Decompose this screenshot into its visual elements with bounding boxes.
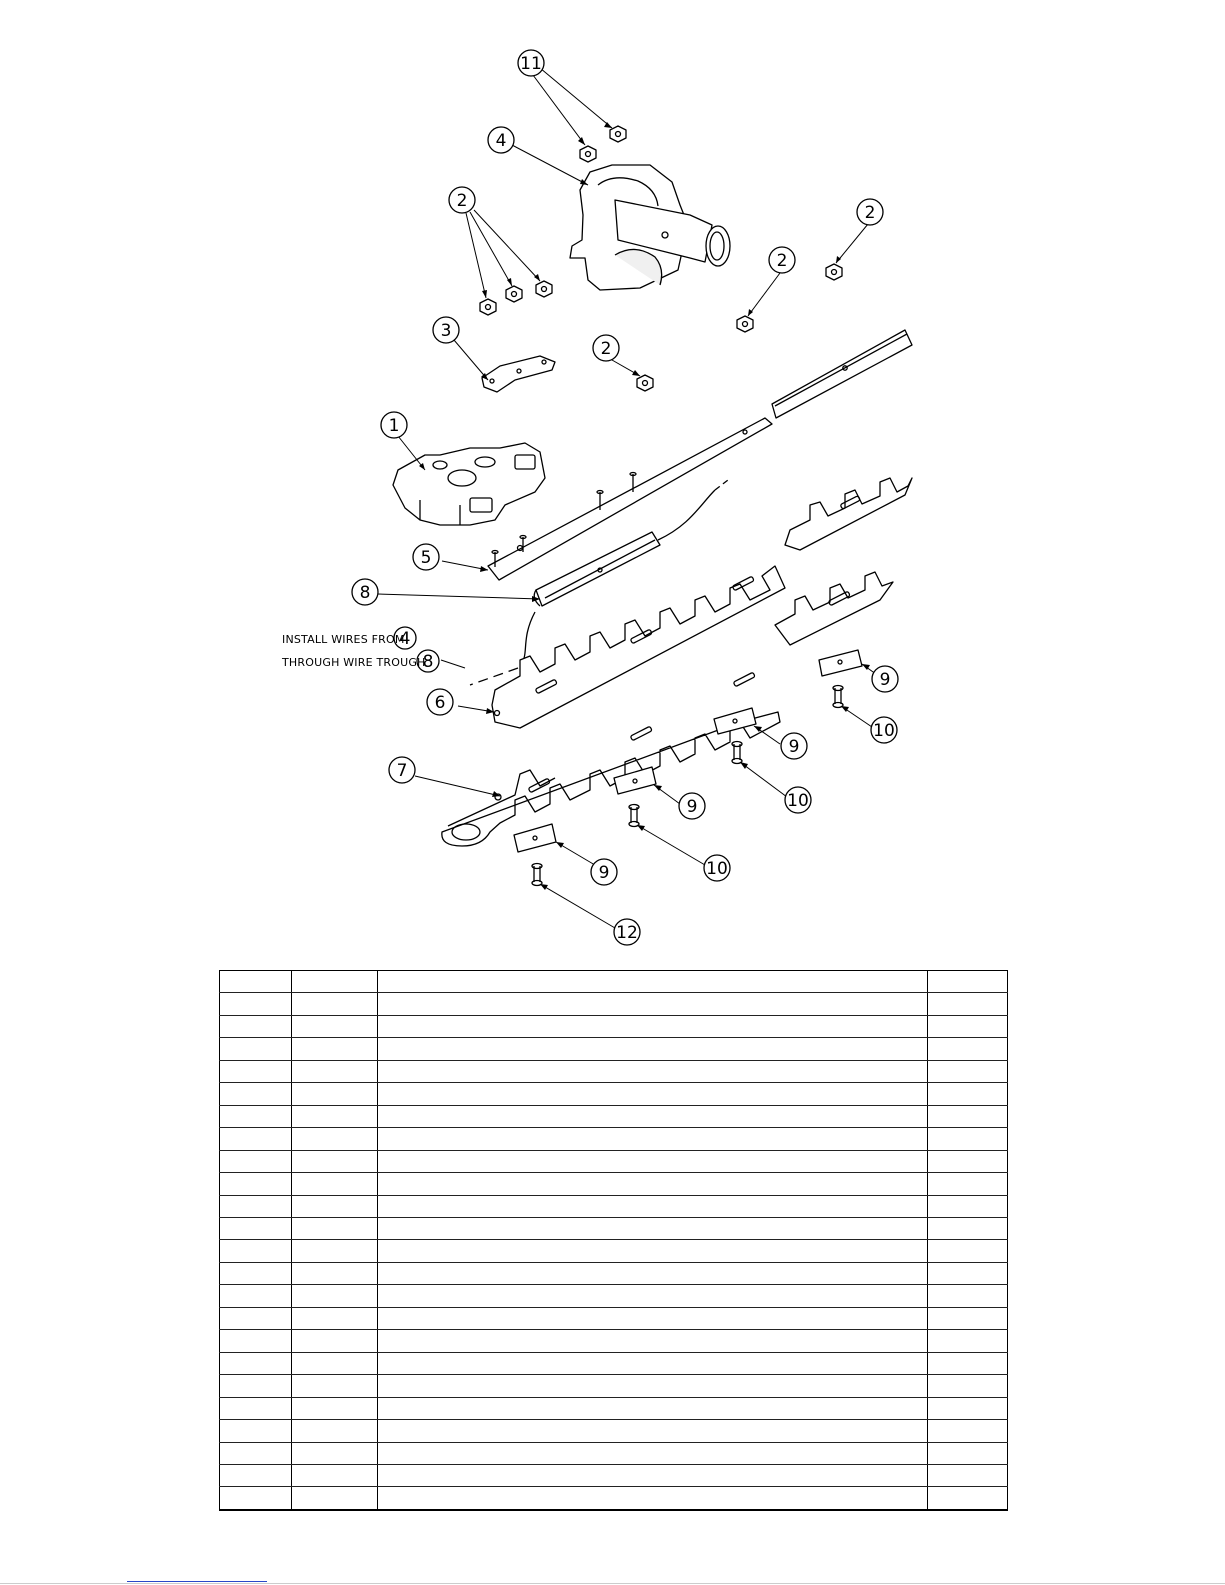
parts-table-cell (220, 1038, 292, 1060)
handle-part (570, 165, 730, 290)
parts-table-cell (378, 1262, 928, 1284)
parts-table-cell (928, 1442, 1008, 1464)
callout-2-label: 2 (864, 203, 876, 223)
parts-table-cell (378, 1240, 928, 1262)
parts-table-cell (292, 1128, 378, 1150)
parts-table-cell (378, 1105, 928, 1127)
parts-table-cell (220, 1330, 292, 1352)
install-note-line1: INSTALL WIRES FROM (282, 633, 405, 646)
parts-table-cell (292, 1330, 378, 1352)
parts-list-table (219, 970, 1008, 1511)
parts-table-cell (378, 1195, 928, 1217)
parts-table-cell (378, 1397, 928, 1419)
nut-part (506, 286, 522, 302)
parts-table-row (220, 1397, 1008, 1419)
parts-table-cell (220, 1060, 292, 1082)
note-ref-8-label: 8 (422, 652, 434, 672)
parts-table-row (220, 1487, 1008, 1510)
gearbox-part (393, 443, 545, 525)
nut-part (737, 316, 753, 332)
parts-table-cell (378, 1128, 928, 1150)
nut-part (580, 146, 596, 162)
nut-part (480, 299, 496, 315)
parts-table-cell (292, 1285, 378, 1307)
parts-table-cell (220, 1464, 292, 1486)
parts-table-cell (292, 1487, 378, 1510)
parts-table-cell (292, 1352, 378, 1374)
parts-table-cell (292, 1307, 378, 1329)
parts-table-cell (378, 1307, 928, 1329)
parts-table-row (220, 971, 1008, 993)
callout-4-label: 4 (495, 131, 507, 151)
lower-blade-part (442, 672, 780, 846)
parts-table-cell (292, 1105, 378, 1127)
callout-10-label: 10 (706, 859, 728, 879)
parts-table-row (220, 1330, 1008, 1352)
bracket-part (482, 356, 555, 392)
parts-table-row (220, 1083, 1008, 1105)
parts-table-row (220, 993, 1008, 1015)
parts-table-cell (292, 1397, 378, 1419)
parts-table-cell (292, 1375, 378, 1397)
nut-part (637, 375, 653, 391)
parts-table-cell (928, 1128, 1008, 1150)
parts-table-row (220, 1015, 1008, 1037)
parts-table-row (220, 1420, 1008, 1442)
nut-part (610, 126, 626, 142)
parts-table-cell (928, 1083, 1008, 1105)
parts-table-row (220, 1128, 1008, 1150)
callout-12-label: 12 (616, 923, 638, 943)
parts-table-cell (928, 1150, 1008, 1172)
callout-6-label: 6 (434, 693, 446, 713)
parts-table-cell (928, 1015, 1008, 1037)
parts-table-cell (292, 1217, 378, 1239)
parts-table-cell (292, 1083, 378, 1105)
callout-9-label: 9 (598, 863, 610, 883)
parts-table-cell (292, 1038, 378, 1060)
parts-table-cell (292, 971, 378, 993)
parts-table-cell (928, 971, 1008, 993)
parts-table-cell (378, 1083, 928, 1105)
parts-table-row (220, 1150, 1008, 1172)
parts-table-cell (928, 1173, 1008, 1195)
callout-1-label: 1 (388, 416, 400, 436)
parts-table-row (220, 1105, 1008, 1127)
lower-blade-right-part (775, 572, 893, 645)
parts-table-cell (220, 1173, 292, 1195)
parts-table-row (220, 1173, 1008, 1195)
footer-link-underline[interactable] (127, 1581, 267, 1582)
callout-9-label: 9 (788, 737, 800, 757)
parts-table-cell (220, 993, 292, 1015)
callout-11-label: 11 (520, 54, 542, 74)
parts-table-cell (220, 1285, 292, 1307)
parts-table-cell (378, 1015, 928, 1037)
note-ref-4-label: 4 (399, 629, 411, 649)
page-bottom-rule (0, 1583, 1225, 1584)
parts-table-cell (292, 1195, 378, 1217)
callout-3-label: 3 (440, 321, 452, 341)
callout-10-label: 10 (873, 721, 895, 741)
parts-table-cell (292, 1464, 378, 1486)
parts-table-cell (928, 1487, 1008, 1510)
parts-table-cell (378, 1442, 928, 1464)
parts-table-cell (378, 1352, 928, 1374)
parts-table-cell (928, 1375, 1008, 1397)
parts-table-cell (378, 1464, 928, 1486)
parts-table-cell (928, 1464, 1008, 1486)
callout-2-label: 2 (776, 251, 788, 271)
parts-table-cell (220, 1083, 292, 1105)
parts-table-cell (292, 1173, 378, 1195)
parts-table-row (220, 1285, 1008, 1307)
parts-table-cell (220, 1217, 292, 1239)
parts-table-cell (378, 1285, 928, 1307)
parts-table-cell (378, 1330, 928, 1352)
parts-table-cell (928, 1420, 1008, 1442)
parts-table-cell (220, 1195, 292, 1217)
callout-7-label: 7 (396, 761, 408, 781)
parts-table-cell (220, 1150, 292, 1172)
callout-5-label: 5 (420, 548, 432, 568)
parts-table-cell (928, 1240, 1008, 1262)
parts-table-cell (220, 1397, 292, 1419)
parts-table-cell (292, 1240, 378, 1262)
parts-table-cell (378, 1150, 928, 1172)
parts-table-cell (928, 1060, 1008, 1082)
nut-part (536, 281, 552, 297)
parts-table-row (220, 1352, 1008, 1374)
parts-table-cell (378, 1038, 928, 1060)
parts-table-row (220, 1307, 1008, 1329)
parts-table-cell (928, 1307, 1008, 1329)
parts-table-cell (220, 1442, 292, 1464)
parts-table-cell (378, 1173, 928, 1195)
parts-table-cell (378, 1217, 928, 1239)
parts-table-cell (928, 1352, 1008, 1374)
parts-table-cell (220, 1420, 292, 1442)
parts-table-cell (220, 1262, 292, 1284)
parts-table-cell (928, 1217, 1008, 1239)
parts-table-cell (292, 1150, 378, 1172)
parts-table-cell (220, 1015, 292, 1037)
parts-table-row (220, 1442, 1008, 1464)
parts-table-cell (378, 1487, 928, 1510)
install-note-line2: THROUGH WIRE TROUGH (282, 656, 426, 669)
parts-table-cell (220, 971, 292, 993)
parts-table-cell (220, 1128, 292, 1150)
parts-table-cell (220, 1487, 292, 1510)
parts-table-row (220, 1217, 1008, 1239)
parts-table-row (220, 1240, 1008, 1262)
parts-table-cell (292, 1060, 378, 1082)
parts-table-cell (378, 1420, 928, 1442)
parts-table-cell (292, 1015, 378, 1037)
parts-table-cell (378, 993, 928, 1015)
parts-table-cell (220, 1375, 292, 1397)
parts-table-cell (220, 1105, 292, 1127)
parts-table-cell (928, 993, 1008, 1015)
parts-table-cell (220, 1307, 292, 1329)
parts-table-cell (928, 1038, 1008, 1060)
parts-table-row (220, 1262, 1008, 1284)
callout-2-label: 2 (600, 339, 612, 359)
parts-table-row (220, 1195, 1008, 1217)
parts-table-cell (378, 1375, 928, 1397)
parts-table-cell (928, 1285, 1008, 1307)
callout-9-label: 9 (879, 670, 891, 690)
parts-table-cell (292, 1262, 378, 1284)
parts-table-cell (220, 1240, 292, 1262)
parts-table-cell (220, 1352, 292, 1374)
parts-table-row (220, 1464, 1008, 1486)
parts-table-cell (378, 971, 928, 993)
callout-10-label: 10 (787, 791, 809, 811)
parts-table-cell (378, 1060, 928, 1082)
parts-table-row (220, 1038, 1008, 1060)
upper-blade-right-part (785, 478, 912, 550)
callout-2-label: 2 (456, 191, 468, 211)
parts-table-cell (928, 1105, 1008, 1127)
parts-table-row (220, 1375, 1008, 1397)
parts-table-cell (928, 1330, 1008, 1352)
parts-table-cell (292, 1420, 378, 1442)
parts-table-row (220, 1060, 1008, 1082)
parts-table-cell (928, 1397, 1008, 1419)
nut-part (826, 264, 842, 280)
callout-8-label: 8 (359, 583, 371, 603)
parts-table-cell (928, 1195, 1008, 1217)
callout-9-label: 9 (686, 797, 698, 817)
parts-table-cell (928, 1262, 1008, 1284)
parts-table-cell (292, 1442, 378, 1464)
parts-table-cell (292, 993, 378, 1015)
